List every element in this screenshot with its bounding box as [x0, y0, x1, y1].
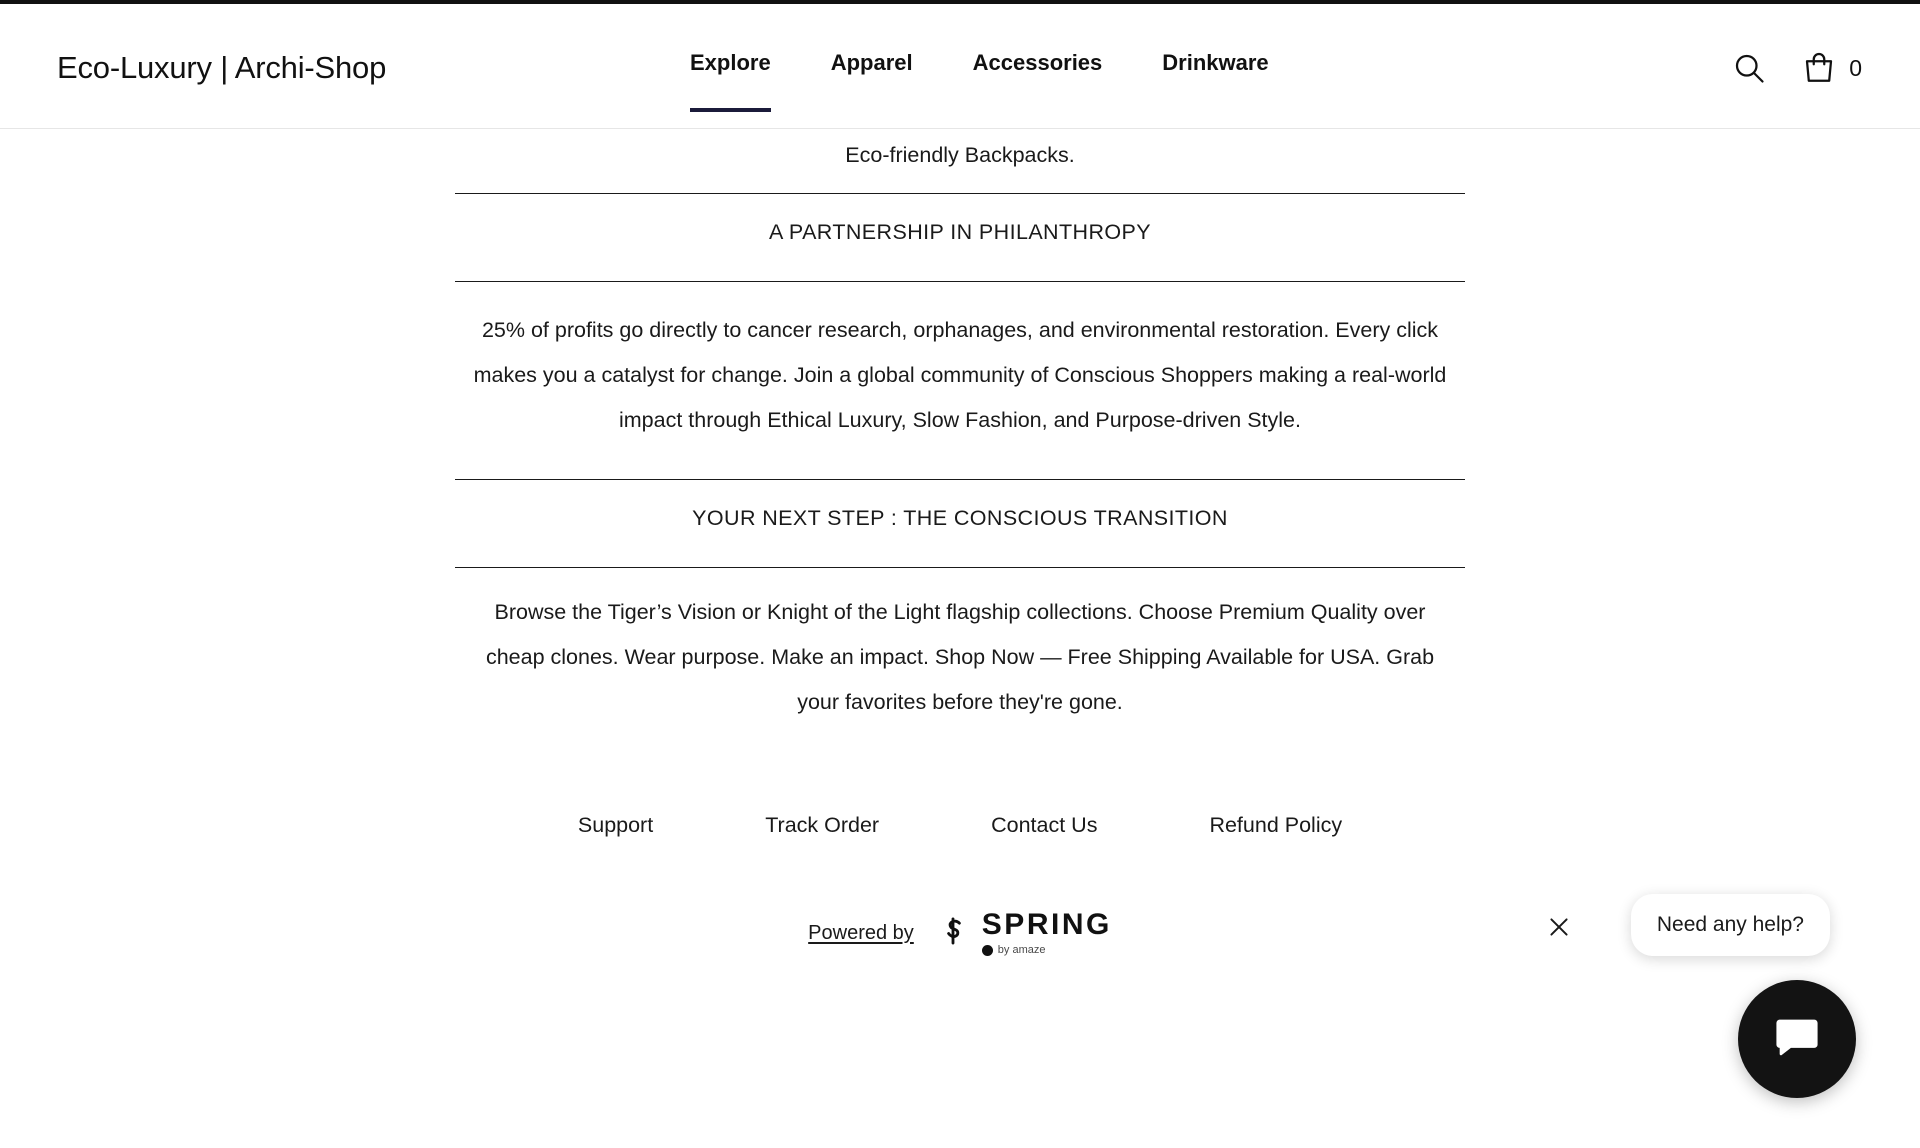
- footer-link-contact-us[interactable]: Contact Us: [991, 813, 1098, 837]
- search-icon[interactable]: [1731, 50, 1767, 86]
- spring-logo[interactable]: [936, 910, 1112, 956]
- nav-item-accessories[interactable]: Accessories: [972, 50, 1103, 75]
- amaze-label: by amaze: [997, 944, 1046, 956]
- header-actions: [1731, 50, 1862, 86]
- footer-link-support[interactable]: Support: [577, 813, 654, 837]
- section-heading-philanthropy: A PARTNERSHIP IN PHILANTHROPY: [769, 220, 1151, 244]
- site-header: [0, 6, 1920, 129]
- cart-button[interactable]: [1801, 50, 1862, 86]
- brand-title[interactable]: Eco-Luxury | Archi-Shop: [57, 50, 387, 85]
- amaze-dot-icon: [982, 945, 993, 956]
- main-nav: [690, 36, 1269, 112]
- chat-close-icon[interactable]: [1538, 906, 1580, 948]
- powered-by: [455, 838, 1465, 956]
- section-body-next-step: Browse the Tiger’s Vision or Knight of the Light flagship collections. Choose Premium Quality over cheap clones. Wear purpose. Make an impact. Shop Now — Free Shipping Available for USA. Grab your favorites before they're gone.: [485, 600, 1435, 714]
- cart-count: 0: [1849, 54, 1862, 81]
- amaze-subtext: [982, 944, 1112, 956]
- nav-item-drinkware[interactable]: Drinkware: [1162, 50, 1269, 75]
- nav-item-apparel[interactable]: Apparel: [830, 50, 913, 75]
- section-heading-next-step: YOUR NEXT STEP : THE CONSCIOUS TRANSITION: [692, 506, 1228, 530]
- footer-link-track-order[interactable]: Track Order: [765, 813, 880, 837]
- chat-prompt-bubble[interactable]: Need any help?: [1631, 894, 1830, 956]
- chat-launcher-button[interactable]: [1738, 980, 1856, 1098]
- section-body-philanthropy: 25% of profits go directly to cancer research, orphanages, and environmental restoration. Every click makes you a catalyst for change. Join a global community of Conscious Shoppers making a real-world impact through Ethical Luxury, Slow Fashion, and Purpose-driven Style.: [473, 318, 1447, 432]
- spring-wordmark: SPRING: [981, 908, 1112, 941]
- shopping-bag-icon: [1801, 50, 1837, 86]
- footer-links: [455, 725, 1465, 838]
- chat-message-icon: [1771, 1011, 1823, 1068]
- main-content: [0, 129, 1920, 956]
- powered-by-label[interactable]: Powered by: [808, 921, 914, 944]
- spring-mark-icon: [936, 914, 970, 953]
- footer-link-refund-policy[interactable]: Refund Policy: [1209, 813, 1343, 837]
- nav-item-explore[interactable]: Explore: [690, 36, 771, 112]
- truncated-paragraph-line: Eco-friendly Backpacks.: [845, 143, 1075, 167]
